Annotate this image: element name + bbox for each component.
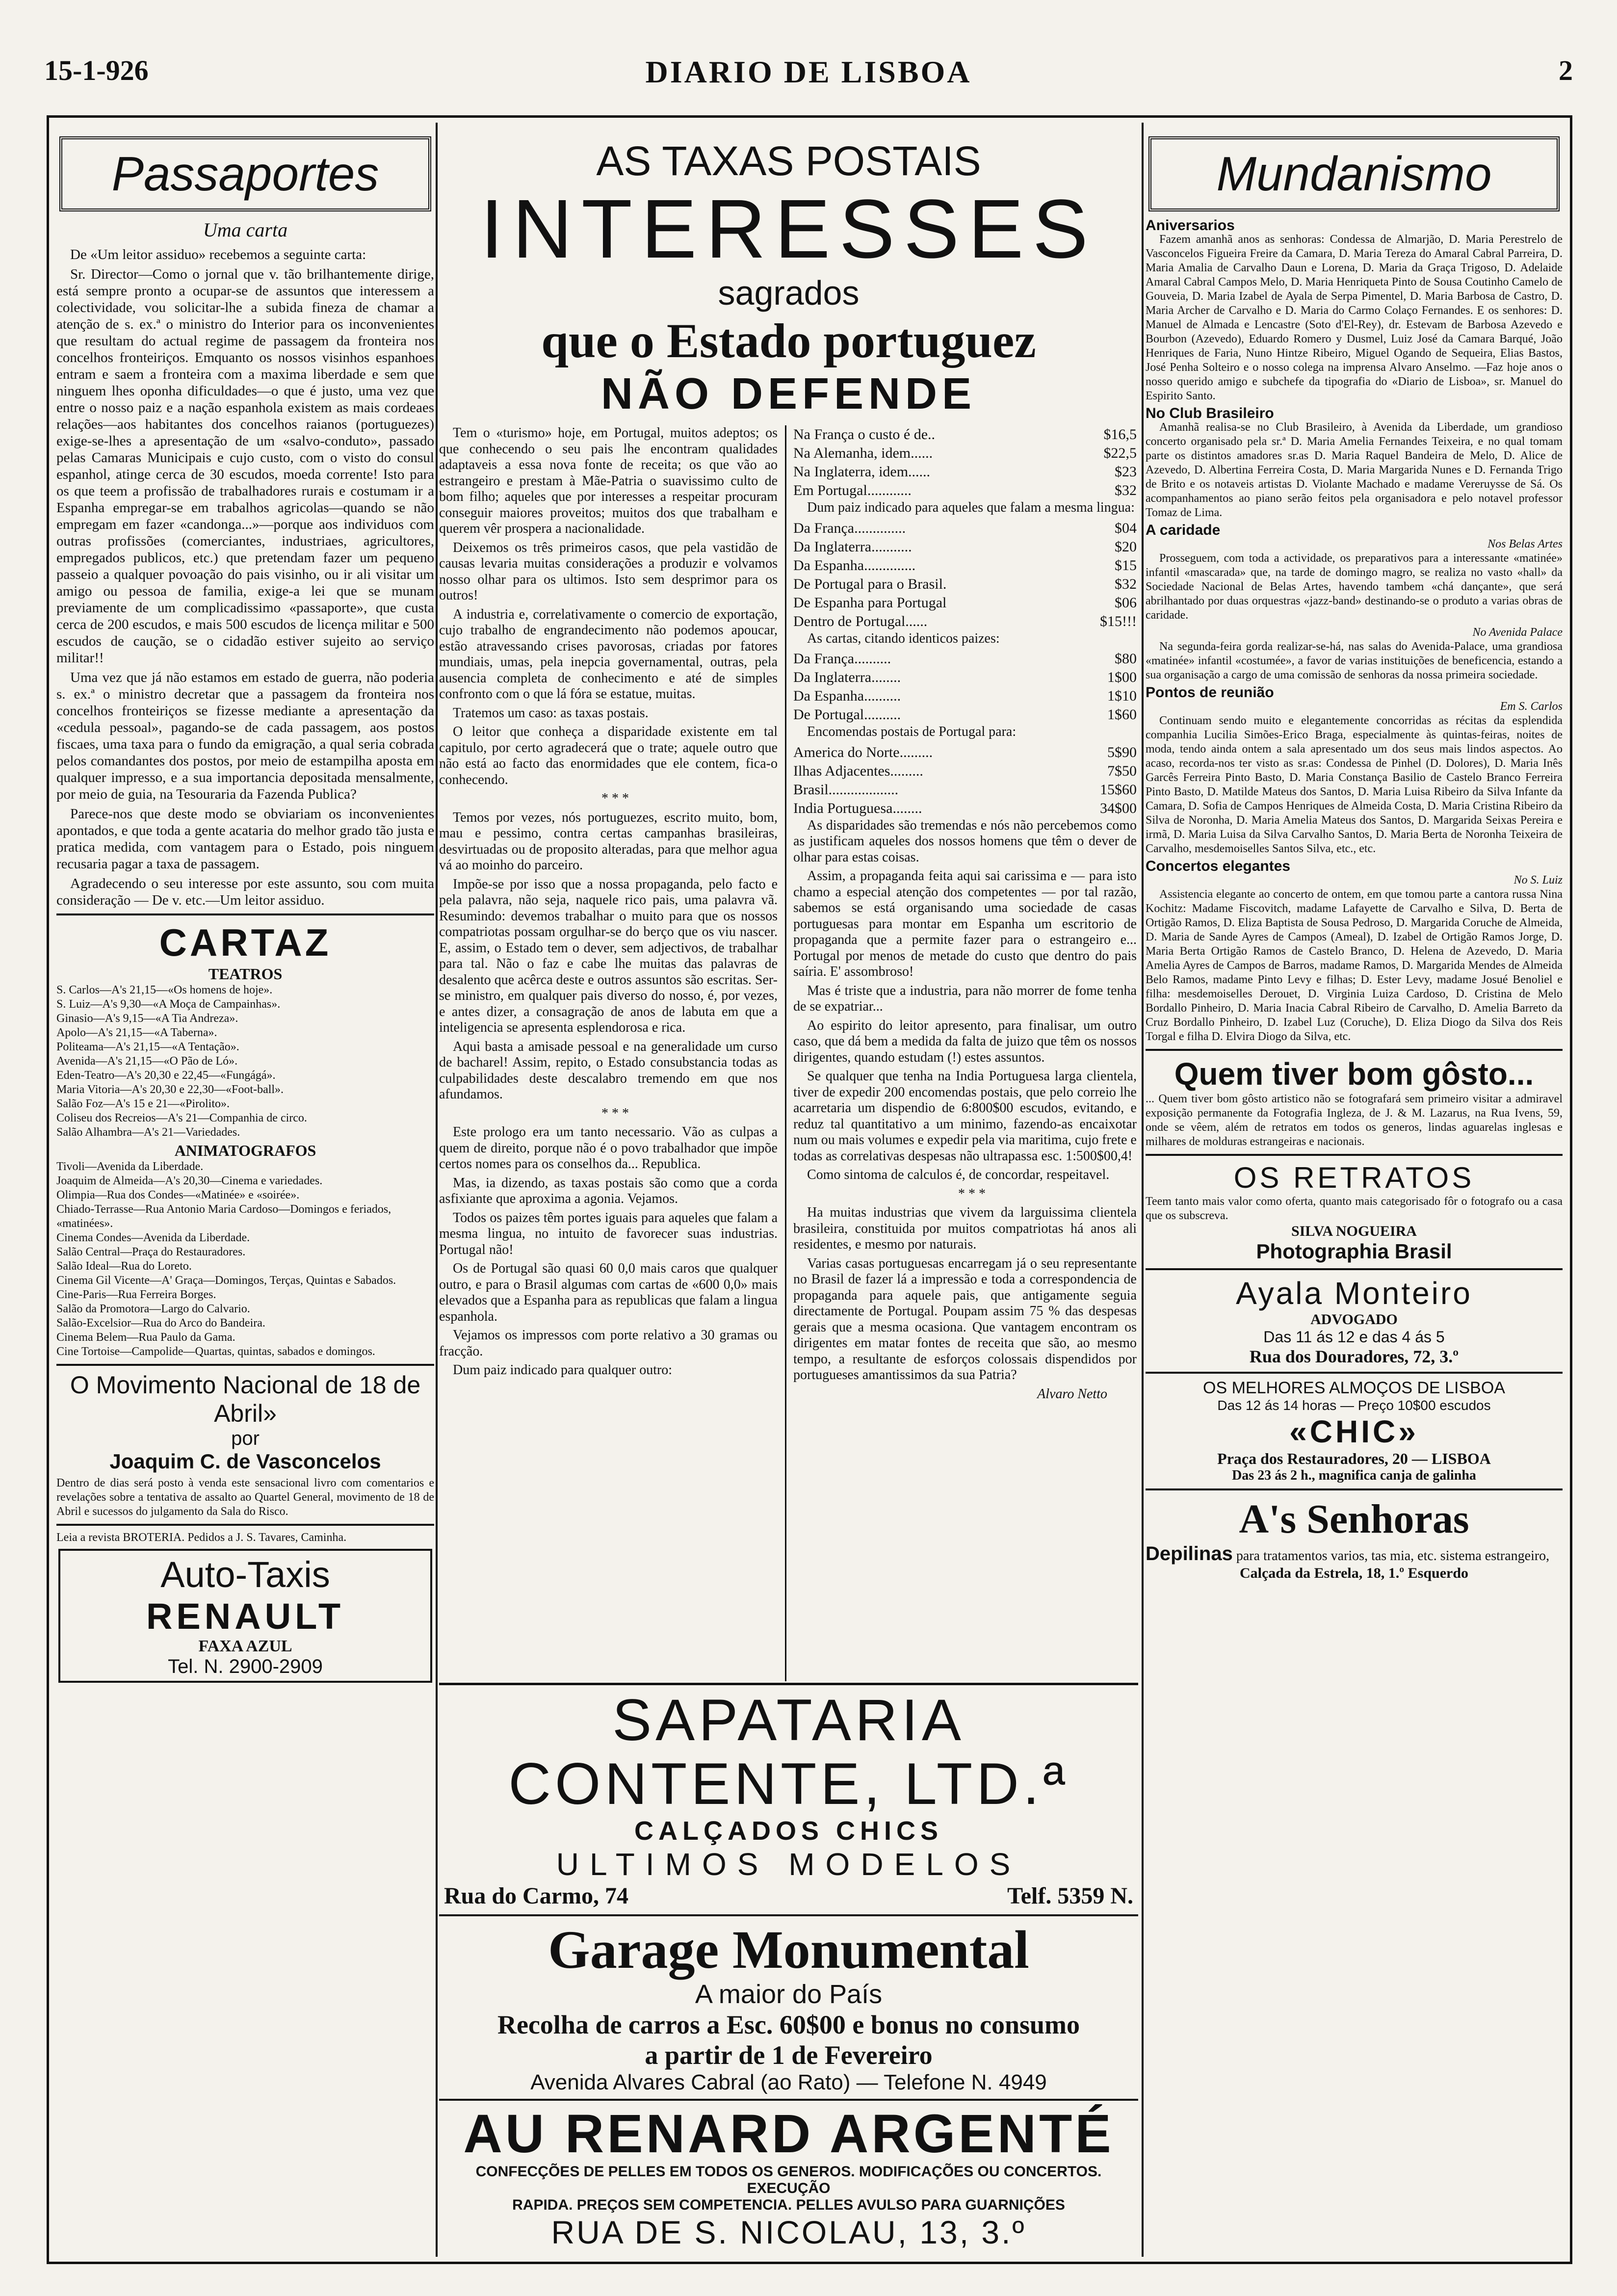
table-row — [793, 575, 1137, 594]
rates-table-2 — [793, 519, 1137, 631]
letter-title: Uma carta — [203, 219, 288, 241]
chic-address: Praça dos Restauradores, 20 — LISBOA — [1217, 1450, 1491, 1467]
retratos-text: Teem tanto mais valor como oferta, quanto mais categorisado fôr o fotografo ou a casa que os subscreva. — [1146, 1195, 1563, 1222]
list-item: Salão Alhambra—A's 21—Variedades. — [56, 1126, 240, 1139]
column-rule — [785, 425, 786, 1681]
paragraph: Continuam sendo muito e elegantemente concorridas as récitas da esplendida companhia Lucilia Simões-Erico Braga, especialmente às quintas-feiras, noites de moda, tendo ainda ontem a sala apresentado um dos seus mais lindos aspectos. Ao acaso, recorda-nos ter visto as sr.as: Condessa de Pinhel (D. Dolores), D. Maria Inês Garcês Ferreira Pinto Basto, D. Maria Constança Basilio de Castelo Branco Ferreira Pinto Basto, D. Matilde Mateus dos Santos, D. Maria Luisa Ribeiro da Silva Infante da Camara, D. Sofia de Campos Henriques de Almeida Costa, D. Maria Cristina Ribeiro da Silva de Noronha, D. Maria Amelia Mateus dos Santos, D. Margarida Seixas Pereira e irmã, D. Maria Luisa da Silva Carvalho Santos, D. Maria Berta de Noronha Teixeira de Carvalho, mesdemoiselles Santos Silva, etc., etc. — [1146, 714, 1563, 855]
garage-ad — [439, 1916, 1138, 2101]
divider — [1146, 1154, 1563, 1156]
table-cell: Na Alemanha, idem...... — [793, 445, 933, 461]
section-title: Passaportes — [59, 136, 431, 211]
list-item: Ginasio—A's 9,15—«A Tia Andreza». — [56, 1012, 238, 1025]
list-item: Salão Foz—A's 15 e 21—«Pirolito». — [56, 1097, 230, 1110]
table-row — [793, 538, 1137, 556]
divider — [1146, 1268, 1563, 1270]
list-item: Chiado-Terrasse—Rua Antonio Maria Cardoso—Domingos e feriados, «matinées». — [56, 1203, 391, 1230]
table-note: Dum paiz indicado para aqueles que falam a mesma lingua: — [807, 500, 1135, 515]
list-item: Tivoli—Avenida da Liberdade. — [56, 1160, 204, 1173]
broteria-notice: Leia a revista BROTERIA. Pedidos a J. S. Tavares, Caminha. — [56, 1531, 347, 1544]
list-item: Cinema Gil Vicente—A' Graça—Domingos, Terças, Quintas e Sabados. — [56, 1274, 396, 1287]
table-cell: America do Norte......... — [793, 744, 933, 760]
paragraph: Os de Portugal são quasi 60 0,0 mais caros que qualquer outro, e para o Brasil algumas com cartas de «600 0,0» mais elevados que a Espanha para as republicas que falam a lingua espanhola. — [439, 1261, 778, 1324]
subhead: Concertos elegantes — [1146, 858, 1291, 874]
table-cell: 34$00 — [1100, 800, 1137, 816]
table-cell: Da França.......... — [793, 651, 891, 667]
paragraph: Parece-nos que deste modo se obviariam os inconvenientes apontados, e que toda a gente acataria do melhor grado tão justa e pratica medida, com vantagem para o Estado, pois ninguem recusaria pagar a taxa de passagem. — [56, 806, 434, 872]
list-item: S. Carlos—A's 21,15—«Os homens de hoje». — [56, 984, 273, 996]
paragraph: Como sintoma de calculos é, de concordar, respeitavel. — [807, 1167, 1110, 1182]
table-note: Encomendas postais de Portugal para: — [807, 724, 1017, 739]
paragraph: Aqui basta a amisade pessoal e na generalidade um curso de bacharel! Assim, repito, o Estado consubstancia todas as culpabilidades deste descalabro tremendo em que nos afundamos. — [439, 1039, 778, 1102]
kicker: AS TAXAS POSTAIS — [596, 138, 981, 184]
list-item: Avenida—A's 21,15—«O Pão de Ló». — [56, 1055, 238, 1068]
cartaz-title: CARTAZ — [159, 921, 332, 964]
table-cell: $32 — [1115, 575, 1137, 592]
table-row — [793, 687, 1137, 705]
table-cell: $16,5 — [1103, 426, 1137, 443]
table-row — [793, 799, 1137, 818]
paragraph: Mas é triste que a industria, para não morrer de fome tenha de se expatriar... — [793, 983, 1137, 1014]
paragraph: Mas, ia dizendo, as taxas postais são como que a corda asfixiante que aproxima a agonia. Vejamos. — [439, 1175, 778, 1206]
paragraph: Na segunda-feira gorda realizar-se-há, nas salas do Avenida-Palace, uma grandiosa «matinée» infantil «costumée», a favor de varias instituições de beneficencia, estando a sua organisação a cargo de uma comissão de senhoras da nossa primeira sociedade. — [1146, 640, 1563, 681]
renard-name: AU RENARD ARGENTÉ — [463, 2104, 1114, 2164]
paragraph: Tratemos um caso: as taxas postais. — [453, 705, 649, 721]
autotaxis-sub: FAXA AZUL — [198, 1637, 292, 1655]
paragraph: Ha muitas industrias que vivem da larguissima clientela brasileira, constituida por muitos compatriotas há anos ali residentes, e mesmo por naturais. — [793, 1205, 1137, 1252]
list-item: Olimpia—Rua dos Condes—«Matinée» e «soirée». — [56, 1189, 300, 1201]
section-title: Mundanismo — [1148, 136, 1560, 211]
page-header — [44, 54, 1573, 98]
table-cell: De Espanha para Portugal — [793, 594, 947, 611]
autotaxis-title: Auto-Taxis — [160, 1554, 330, 1595]
subhead-venue: Em S. Carlos — [1500, 700, 1563, 713]
center-ads — [439, 1683, 1138, 2264]
list-item: S. Luiz—A's 9,30—«A Moça de Campainhas». — [56, 998, 281, 1011]
table-row — [793, 612, 1137, 631]
table-cell: Brasil................... — [793, 781, 899, 798]
animatografos-list — [56, 1160, 434, 1359]
list-item: Eden-Teatro—A's 20,30 e 22,45—«Fungágá». — [56, 1069, 276, 1082]
sapataria-address: Rua do Carmo, 74 — [444, 1883, 629, 1909]
list-item: Cinema Belem—Rua Paulo da Gama. — [56, 1331, 235, 1344]
senhoras-brand: Depilinas — [1146, 1543, 1233, 1565]
list-item: Cine Tortoise—Campolide—Quartas, quintas, sabados e domingos. — [56, 1345, 375, 1358]
paragraph: Deixemos os três primeiros casos, que pela vastidão de causas levaria muitas considerações a produzir e volvamos nosso olhar para os ultimos. Isto sem desprimor para os outros! — [439, 540, 778, 603]
table-cell: Ilhas Adjacentes......... — [793, 762, 923, 779]
divider — [56, 913, 434, 915]
paragraph: O leitor que conheça a disparidade existente em tal capitulo, por certo agradecerá que o trate; aquele outro que não está ao facto das enormidades que ele contem, fica-o conhecendo. — [439, 724, 778, 787]
deck-3: NÃO DEFENDE — [600, 369, 977, 418]
subhead-venue: No Avenida Palace — [1472, 626, 1563, 639]
autotaxis-ad — [58, 1549, 432, 1683]
sapataria-contact — [439, 1882, 1138, 1909]
article-col-a — [439, 425, 778, 1382]
table-cell: $32 — [1115, 482, 1137, 498]
paragraph: Assistencia elegante ao concerto de ontem, em que tomou parte a cantora russa Nina Kochitz: Madame Fiscovitch, madame Lafayette de Carvalho e Silva, D. Berta de Ortigão Ramos, D. Eliza Baptista de Sousa Pedroso, D. Margarida Coruche de Almeida, D. Maria de Sande Ayres de Campos (Ameal), D. Izabel de Ortigão Ramos Jorge, D. Maria Berta Ortigão Ramos de Castelo Branco, D. Helena de Azevedo, D. Maria Amelia Ayres de Campos de Barros, madame Ramos, D. Margarida Mendes de Almeida Belo Ramos, madame Pinto Levy e filhas; D. Ester Levy, madame Josué Benoliel e filha: mesdemoiselles Derouet, D. Virginia Luiza Cardoso, D. Cristina de Melo Bordallo Pinheiro, D. Maria Inacia Cabral Ribeiro de Carvalho, D. Amelia Barreto da Cruz Bordallo Pinheiro, D. Izabel Luz (Coruche), D. Eliza Diogo da Silva dos Reis Torgal e filha D. Elvira Diogo da Silva, etc. — [1146, 888, 1563, 1043]
table-row — [793, 650, 1137, 668]
sapataria-ad — [439, 1685, 1138, 1916]
table-row — [793, 519, 1137, 538]
table-cell: 1$00 — [1107, 669, 1137, 685]
page-number: 2 — [1559, 54, 1573, 86]
table-row — [793, 463, 1137, 481]
paragraph: Todos os paizes têm portes iguais para aqueles que falam a mesma lingua, no intuito de favorecer suas industrias. Portugal não! — [439, 1210, 778, 1257]
table-cell: $15!!! — [1100, 613, 1137, 629]
table-cell: Da Espanha.............. — [793, 557, 916, 574]
table-cell: $80 — [1115, 651, 1137, 667]
ayala-name: Ayala Monteiro — [1236, 1276, 1472, 1311]
senhoras-text — [1146, 1543, 1563, 1565]
table-row — [793, 762, 1137, 781]
table-cell: Da Inglaterra........... — [793, 538, 912, 555]
senhoras-desc: para tratamentos varios, tas mia, etc. sistema estrangeiro, — [1236, 1548, 1550, 1564]
table-cell: $23 — [1115, 464, 1137, 480]
table-cell: $20 — [1115, 538, 1137, 555]
table-row — [793, 444, 1137, 463]
subhead: Aniversarios — [1146, 217, 1235, 234]
paragraph: Agradecendo o seu interesse por este assunto, sou com muita consideração — De v. etc.—Um leitor assiduo. — [56, 876, 434, 908]
divider — [1146, 1049, 1563, 1051]
divider — [1146, 1372, 1563, 1374]
chic-name: «CHIC» — [1289, 1414, 1419, 1449]
table-cell: Na Inglaterra, idem...... — [793, 464, 931, 480]
table-row — [793, 668, 1137, 687]
gosto-text: ... Quem tiver bom gôsto artistico não se fotografará sem primeiro visitar a admiravel exposição permanente da Fotografia Ingleza, de J. & M. Lazarus, na Rua Ivens, 59, onde se vêem, além de retratos em todos os generos, lindas aguarelas inglesas e milhares de molduras estrangeiras e nacionais. — [1146, 1093, 1563, 1148]
garage-l2: Recolha de carros a Esc. 60$00 e bonus no consumo — [497, 2010, 1080, 2039]
chic-headline: OS MELHORES ALMOÇOS DE LISBOA — [1203, 1379, 1505, 1397]
divider — [56, 1364, 434, 1366]
table-cell: 5$90 — [1107, 744, 1137, 760]
column-rule — [436, 123, 438, 2257]
table-row — [793, 556, 1137, 575]
sapataria-l2: ULTIMOS MODELOS — [556, 1847, 1021, 1882]
chic-note: Das 23 ás 2 h., magnifica canja de galinha — [1232, 1468, 1476, 1483]
paragraph: De «Um leitor assiduo» recebemos a seguinte carta: — [70, 247, 366, 262]
list-item: Cine-Paris—Rua Ferreira Borges. — [56, 1288, 216, 1301]
retratos-sign: SILVA NOGUEIRA — [1291, 1223, 1417, 1239]
garage-name: Garage Monumental — [548, 1920, 1029, 1980]
paragraph: Amanhã realisa-se no Club Brasileiro, à Avenida da Liberdade, um grandioso concerto organisado pela sr.ª D. Maria Amelia Fernandes Teixeira, e no qual tomam parte os distintos amadores sr.as D. Maria Raquel Bandeira de Melo, D. Alice de Azevedo, D. Albertina Ferreira Costa, D. Maria Margarida Nunes e D. Fernanda Trigo de Brito e os notaveis artistas D. Violante Machado e madame Vereruysse de Sá. Os acompanhamentos ao piano serão feitos pela organisadora e pelo notavel professor Tomaz de Lima. — [1146, 421, 1563, 519]
paragraph: Tem o «turismo» hoje, em Portugal, muitos adeptos; os que conhecendo o seu pais lhe encontram qualidades adaptaveis a essa nova fonte de receita; os que vão ao estrangeiro e prestam à Mãe-Patria o suavissimo culto de bom filho; aqueles que por interesses a respeitar procuram conseguir maiores proveitos; muitos dos que trabalham e querem vêr prospera a nacionalidade. — [439, 425, 778, 536]
renard-l2: RAPIDA. PREÇOS SEM COMPETENCIA. PELLES AVULSO PARA GUARNIÇÕES — [512, 2197, 1065, 2213]
table-row — [793, 594, 1137, 612]
book-title: O Movimento Nacional de 18 de Abril» — [70, 1371, 421, 1427]
separator: * * * — [958, 1186, 986, 1201]
autotaxis-tel: Tel. N. 2900-2909 — [168, 1656, 323, 1677]
paragraph: As disparidades são tremendas e nós não percebemos como as justificam aqueles dos nossos homens que têm o dever de olhar para estas coisas. — [793, 817, 1137, 865]
paragraph: Fazem amanhã anos as senhoras: Condessa de Almarjão, D. Maria Perestrelo de Vasconcelos Figueira Freire da Camara, D. Maria Tereza do Amaral Cabral Parreira, D. Maria Amalia de Carvalho Daun e Lorena, D. Maria da Graça Trigoso, D. Adelaide Amaral Cabral Campos Melo, D. Maria Henriqueta Pinto de Sousa Coutinho Camelo de Gouveia, D. Maria Izabel de Ayala de Serpa Pimentel, D. Maria Barbosa de Castro, D. Maria Archer de Carvalho e D. Maria do Carmo Colaço Fernandes. E os senhores: D. Manuel de Almada e Lencastre (Soto d'El-Rey), dr. Estevam de Barbosa Azevedo e Bourbon (Azevedo), Eduardo Romero y Dusmel, Luiz José da Camara Barqué, João Henriques de Faria, Nuno Hintze Ribeiro, Miguel Ogando de Sequeira, Elias Bastos, José Penha Solteiro e o nosso colega na imprensa Alvaro Anselmo. —Faz hoje anos o nosso querido amigo e subchefe da tipografia do «Diario de Lisboa», sr. Manuel do Espirito Santo. — [1146, 233, 1563, 402]
table-cell: Da Espanha.......... — [793, 688, 901, 704]
paragraph: Assim, a propaganda feita aqui sai carissima e — para isto chamo a especial atenção dos competentes — por tal razão, sabemos se está organisando uma sociedade de casas portuguesas para montar em Espanha um escritorio de propaganda que a permite fazer para o estrangeiro e... Portugal por menos de metade do custo que dentro do pais saíria. E' assombroso! — [793, 868, 1137, 979]
ayala-hours: Das 11 ás 12 e das 4 ás 5 — [1263, 1328, 1445, 1346]
divider — [1146, 1488, 1563, 1490]
table-cell: $06 — [1115, 594, 1137, 611]
table-cell: Dentro de Portugal...... — [793, 613, 928, 629]
paragraph: Dum paiz indicado para qualquer outro: — [453, 1362, 673, 1378]
paragraph: Uma vez que já não estamos em estado de guerra, não poderia s. ex.ª o ministro decretar que a passagem da fronteira nos concelhos fronteiriços se fizesse mediante a apresentação da «cedula pessoal», pagando-se de cada passagem, aos postos fiscaes, uma taxa para o fundo da emigração, a qual seria cobrada pelos comandantes dos postos, por meio de estampilha aposta em qualquer impresso, e a sua importancia depositada mensalmente, por meio de guia, na Tesouraria da Fazenda Publica? — [56, 670, 434, 802]
table-row — [793, 705, 1137, 724]
renard-l1: CONFECÇÕES DE PELLES EM TODOS OS GENEROS. MODIFICAÇÕES OU CONCERTOS. EXECUÇÃO — [475, 2164, 1102, 2196]
rates-table-4 — [793, 743, 1137, 818]
list-item: Joaquim de Almeida—A's 20,30—Cinema e variedades. — [56, 1174, 323, 1187]
garage-l3: a partir de 1 de Fevereiro — [645, 2040, 933, 2070]
headline: INTERESSES — [480, 183, 1097, 276]
paragraph: Sr. Director—Como o jornal que v. tão brilhantemente dirige, está sempre pronto a ocupar-se de assuntos que interessem a colectividade, vou solicitar-lhe a subida fineza de chamar a atenção de s. ex.ª o ministro do Interior para os inconvenientes que resultam do actual regime de passagem da fronteira nos concelhos fronteiriços. Emquanto os nossos visinhos espanhoes entram e saem a fronteira com a maxima liberdade e sem que ninguem lhes oponha dificuldades—o que é justo, uma vez que entre o nosso paiz e a nação espanhola existem as mais cordeaes relações—aos habitantes dos concelhos raianos (portuguezes) exige-se-lhes a apresentação de um «salvo-conduto», passado pelas Camaras Municipais e cujo custo, com o visto do consul espanhol, atinge cerca de 30 escudos, moeda corrente! Isto para os que teem a profissão de trabalhadores rurais e costumam ir a Espanha empregar-se em trabalhos agricolas—quando se não empregam em fazer «candonga...»—porque aos individuos com outras profissões (comerciantes, industriaes, agricultores, empregados publicos, etc.) que pretendam fazer um pequeno passeio a qualquer povoação do pais visinho, ou ir ali visitar um amigo ou pessoa de familia, exige-a lei que se munam previamente de um complicadissimo «passaporte», que custa cerca de 200 escudos, e mais 500 escudos de licença militar e 500 escudos de caução, se o cidadão estiver sujeito ao serviço militar!! — [56, 266, 434, 666]
sapataria-tel: Telf. 5359 N. — [1007, 1883, 1133, 1909]
list-item: Cinema Condes—Avenida da Liberdade. — [56, 1231, 250, 1244]
paragraph: Se qualquer que tenha na India Portuguesa larga clientela, tiver de expedir 200 encomendas postais, que pelo correio lhe acarretaria um dispendio de 6:800$00 escudos, evitando, e reduz tal quantitativo a um minimo, fazendo-as encaixotar num ou mais volumes e expedir pela via maritima, cujo frete e todas as correlativas despesas não ultrapassa esc. 1:500$00,4! — [793, 1069, 1137, 1164]
retratos-title: OS RETRATOS — [1233, 1161, 1475, 1194]
paragraph: Varias casas portuguesas encarregam já o seu representante no Brasil de fazer lá a impressão e toda a correspondencia de propaganda para aquele pais, que antigamente seguia directamente de Portugal. Poupam assim 75 % das despesas gerais que a mesma ocasiona. Que vantagem encontram os dirigentes em matar fontes de receita que são, ao mesmo tempo, a resultante de esforços colossais dispendidos por portugueses amantissimos da sua Patria? — [793, 1255, 1137, 1383]
table-cell: $04 — [1115, 520, 1137, 536]
separator: * * * — [601, 791, 629, 806]
table-note: As cartas, citando identicos paizes: — [807, 630, 1000, 646]
signature: Alvaro Netto — [1037, 1386, 1107, 1402]
table-row — [793, 743, 1137, 762]
column-rule — [1142, 123, 1144, 2257]
animatografos-title: ANIMATOGRAFOS — [174, 1142, 316, 1159]
center-article — [439, 128, 1138, 1683]
rates-table-3 — [793, 650, 1137, 724]
table-cell: India Portuguesa........ — [793, 800, 922, 816]
issue-date: 15-1-926 — [44, 54, 149, 86]
rates-table-1 — [793, 425, 1137, 500]
ayala-address: Rua dos Douradores, 72, 3.º — [1249, 1347, 1459, 1366]
table-row — [793, 481, 1137, 500]
book-by: por — [231, 1428, 260, 1449]
table-cell: $15 — [1115, 557, 1137, 574]
chic-hours: Das 12 ás 14 horas — Preço 10$00 escudos — [1217, 1398, 1491, 1413]
paragraph: A industria e, correlativamente o comercio de exportação, cujo trabalho de engrandecimento não podemos apoucar, estão atravessando crises pavorosas, criadas por fatores mundiais, umas, pela inepcia governamental, outras, pela ausencia completa de conhecimento e até de simples confronto com o que lá fóra se estatue, muitas. — [439, 606, 778, 702]
table-cell: 7$50 — [1107, 762, 1137, 779]
table-cell: $22,5 — [1103, 445, 1137, 461]
subhead: No Club Brasileiro — [1146, 405, 1274, 421]
deck-2: que o Estado portuguez — [541, 313, 1036, 368]
teatros-list — [56, 983, 434, 1140]
table-cell: Da Inglaterra........ — [793, 669, 901, 685]
list-item: Salão Ideal—Rua do Loreto. — [56, 1260, 192, 1273]
list-item: Salão da Promotora—Largo do Calvario. — [56, 1303, 250, 1315]
left-column — [56, 128, 434, 2252]
table-cell: Da França.............. — [793, 520, 906, 536]
garage-l1: A maior do País — [695, 1980, 883, 2009]
autotaxis-brand: RENAULT — [146, 1596, 345, 1637]
subhead: A caridade — [1146, 522, 1221, 538]
renard-address: RUA DE S. NICOLAU, 13, 3.º — [551, 2214, 1026, 2250]
list-item: Apolo—A's 21,15—«A Taberna». — [56, 1026, 217, 1039]
list-item: Maria Vitoria—A's 20,30 e 22,30—«Foot-ball». — [56, 1083, 284, 1096]
table-cell: Em Portugal............ — [793, 482, 912, 498]
teatros-title: TEATROS — [208, 965, 283, 983]
list-item: Salão Central—Praça do Restauradores. — [56, 1246, 246, 1258]
masthead: DIARIO DE LISBOA — [645, 54, 972, 89]
table-cell: De Portugal para o Brasil. — [793, 575, 947, 592]
paragraph: Este prologo era um tanto necessario. Vão as culpas a quem de direito, porque não é o povo trabalhador que impõe certos nomes para os conselhos da... Republica. — [439, 1124, 778, 1172]
article-body — [439, 425, 1138, 1681]
right-column — [1146, 128, 1563, 2252]
deck-1: sagrados — [718, 274, 860, 312]
retratos-studio: Photographia Brasil — [1256, 1240, 1452, 1263]
subhead: Pontos de reunião — [1146, 684, 1274, 701]
renard-ad — [439, 2101, 1138, 2255]
society-news — [1146, 218, 1563, 1044]
divider — [56, 1524, 434, 1526]
table-row — [793, 425, 1137, 444]
senhoras-address: Calçada da Estrela, 18, 1.º Esquerdo — [1239, 1565, 1469, 1581]
table-cell: 1$60 — [1107, 706, 1137, 723]
paragraph: Vejamos os impressos com porte relativo a 30 gramas ou fracção. — [439, 1328, 778, 1359]
sapataria-name: SAPATARIA CONTENTE, LTD.ª — [508, 1687, 1069, 1817]
list-item: Coliseu dos Recreios—A's 21—Companhia de circo. — [56, 1112, 307, 1124]
sapataria-l1: CALÇADOS CHICS — [634, 1816, 943, 1846]
table-cell: De Portugal.......... — [793, 706, 901, 723]
table-cell: 1$10 — [1107, 688, 1137, 704]
senhoras-title: A's Senhoras — [1239, 1496, 1469, 1542]
list-item: Politeama—A's 21,15—«A Tentação». — [56, 1041, 239, 1053]
garage-address: Avenida Alvares Cabral (ao Rato) — Telefone N. 4949 — [530, 2070, 1047, 2094]
table-cell: 15$60 — [1100, 781, 1137, 798]
letter-body — [56, 246, 434, 909]
subhead-venue: No S. Luiz — [1513, 874, 1563, 887]
paragraph: Ao espirito do leitor apresento, para finalisar, um outro caso, que dá bem a medida da falta de juizo que têm os nossos dirigentes, quando estudam (!) estes assuntos. — [793, 1018, 1137, 1065]
paragraph: Prosseguem, com toda a actividade, os preparativos para a interessante «matinée» infantil «mascarada» que, na tarde de domingo magro, se realiza no vasto «hall» da Sociedade Nacional de Belas Artes, havendo tambem «chá dançante», que será abrilhantado por duas orquestras «jazz-band» destinando-se o produto a varias obras de caridade. — [1146, 552, 1563, 622]
paragraph: Impõe-se por isso que a nossa propaganda, pelo facto e pela palavra, não seja, naquele rico pais, uma palavra vã. Resumindo: devemos trabalhar o muito para que os nossos compatriotas possam orgulhar-se do berço que os viu nascer. E, assim, o Estado tem o dever, sem adjectivos, de trabalhar para tal. Não o faz e cabe lhe muitas das palavras de desalento que acêrca deste e outros assuntos são escritas. Ser-se ministro, em qualquer pais diverso do nosso, é, por vezes, e antes dizer, a consagração de anos de labuta em que a inteligencia se apresenta esplendorosa e rica. — [439, 876, 778, 1035]
gosto-title: Quem tiver bom gôsto... — [1174, 1056, 1534, 1092]
book-author: Joaquim C. de Vasconcelos — [109, 1450, 381, 1473]
subhead-venue: Nos Belas Artes — [1487, 538, 1563, 550]
book-text: Dentro de dias será posto à venda este sensacional livro com comentarios e revelações sobre a tentativa de assalto ao Quartel General, movimento de 18 de Abril e sucessos do julgamento da Sala do Risco. — [56, 1477, 434, 1518]
ayala-role: ADVOGADO — [1310, 1311, 1398, 1328]
list-item: Salão-Excelsior—Rua do Arco do Bandeira. — [56, 1317, 265, 1330]
paragraph: Temos por vezes, nós portuguezes, escrito muito, bom, mau e pessimo, contra certas campanhas brasileiras, desvirtuadas ou de proposito alteradas, para que melhor agua vá ao moinho do parceiro. — [439, 809, 778, 873]
table-row — [793, 781, 1137, 799]
article-col-b — [793, 425, 1137, 1402]
separator: * * * — [601, 1105, 629, 1121]
table-cell: Na França o custo é de.. — [793, 426, 936, 443]
